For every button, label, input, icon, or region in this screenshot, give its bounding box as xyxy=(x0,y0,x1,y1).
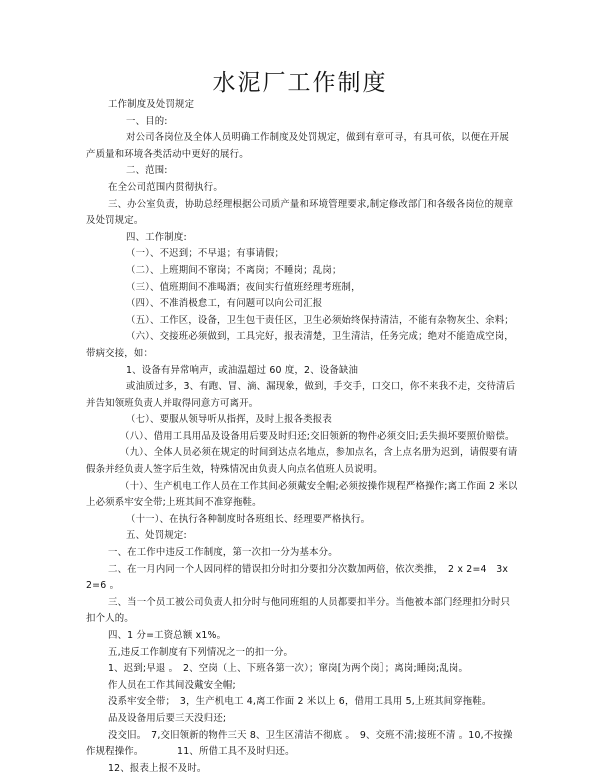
paragraph: 品及设备用后要三天没归还; xyxy=(108,712,227,724)
paragraph: （三）、值班期间不准喝酒；夜间实行值班经理考班制， xyxy=(126,281,361,293)
paragraph: 作人员在工作其间没戴安全帽; xyxy=(108,679,236,691)
paragraph: （十一）、在执行各种制度时各班组长、经理要严格执行。 xyxy=(126,513,371,525)
paragraph: 三、当一个员工被公司负责人扣分时与他同班组的人员都要扣半分。当他被本部门经理扣分时只扣个人的。 xyxy=(86,596,511,625)
paragraph: 二、在一月内同一个人因同样的错误扣分时扣分要扣分次数加两倍，依次类推， 2 x 2=4 3x 2=6 。 xyxy=(86,563,509,592)
paragraph: 四、1 分=工资总额 x1%。 xyxy=(108,630,227,641)
paragraph: （六）、交接班必须做到，工具完好，报表清楚，卫生清洁，任务完成；绝对不能造成空岗，带病交接，如： xyxy=(86,331,514,359)
paragraph: 一、目的: xyxy=(126,115,168,127)
paragraph: 1、设备有异常响声，或油温超过 60 度，2、设备缺油 xyxy=(126,364,359,376)
paragraph: （一）、不迟到；不早退；有事请假； xyxy=(126,248,285,260)
paragraph: 没交旧。 7,交旧领新的物件三天 8、卫生区清洁不彻底 。 9、交班不清;接班不清 。10,不按操作规程操作。 11、所借工具不及时归还。 xyxy=(86,729,513,758)
paragraph: 没系牢安全带； 3，生产机电工 4,离工作面 2 米以上 6，借用工具用 5,上班其间穿拖鞋。 xyxy=(108,696,492,708)
paragraph: 三、办公室负责，协助总经理根据公司质产量和环境管理要求,制定修改部门和各级各岗位的规章及处罚规定。 xyxy=(86,198,514,227)
paragraph: （二）、上班期间不窜岗；不离岗；不睡岗；乱岗； xyxy=(126,264,342,276)
paragraph: （八）、借用工具用品及设备用后要及时归还;交旧领新的物件必须交旧;丢失损坏要照价赔偿。 xyxy=(120,430,515,442)
paragraph: （十）、生产机电工作人员在工作其间必须戴安全帽;必须按操作规程严格操作;离工作面 2 米以上必须系牢安全带;上班其间不准穿拖鞋。 xyxy=(86,480,518,509)
paragraph: 对公司各岗位及全体人员明确工作制度及处罚规定，做到有章可寻，有具可依，以便在开展产质量和环境各类活动中更好的展行。 xyxy=(86,132,510,160)
paragraph: （四）、不准消极怠工，有问题可以向公司汇报 xyxy=(126,298,323,310)
paragraph: 四、工作制度: xyxy=(126,231,187,243)
paragraph: 工作制度及处罚规定 xyxy=(108,99,195,110)
paragraph: 五、处罚规定: xyxy=(126,530,187,542)
paragraph: （五）、工作区，设备，卫生包干责任区，卫生必须始终保持清洁，不能有杂物灰尘、余料； xyxy=(126,314,514,326)
paragraph: 一、在工作中违反工作制度，第一次扣一分为基本分。 xyxy=(108,547,338,559)
paragraph: 二、范围: xyxy=(126,165,168,177)
paragraph: 或油质过多，3、有跑、冒、滴、漏现象，做到，手交手，口交口，你不来我不走，交待清后并告知领班负责人并取得同意方可离开。 xyxy=(86,381,516,409)
paragraph: 五,违反工作制度有下列情况之一的扣一分。 xyxy=(108,646,294,658)
paragraph: 在全公司范围内贯彻执行。 xyxy=(108,181,223,193)
document-body xyxy=(86,97,518,777)
paragraph: （七）、要服从领导听从指挥，及时上报各类报表 xyxy=(126,414,332,426)
paragraph: （九）、全体人员必须在规定的时间到达点名地点，参加点名，含上点名册为迟到，请假要有请假条并经负责人签字后生效，特殊情况由负责人向点名值班人员说明。 xyxy=(86,447,518,476)
document-title: 水泥厂工作制度 xyxy=(212,70,388,96)
paragraph: 1、迟到;早退 。 2、空岗（上、下班各第一次）；窜岗[为两个岗］；离岗;睡岗;乱岗。 xyxy=(108,663,469,675)
paragraph: 12、报表上报不及时。 xyxy=(108,762,207,774)
